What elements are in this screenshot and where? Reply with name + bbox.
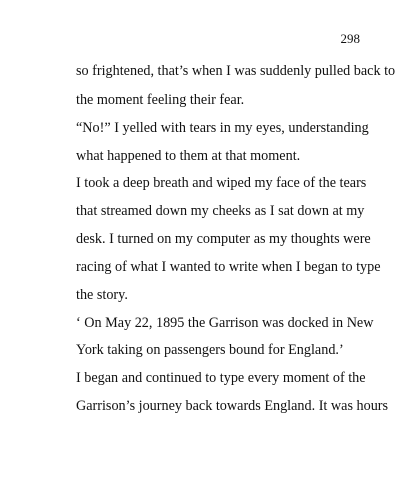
text-line: “No!” I yelled with tears in my eyes, understanding (76, 120, 369, 136)
text-line: desk. I turned on my computer as my thoughts were (76, 231, 371, 247)
text-line: Garrison’s journey back towards England. It was hours (76, 398, 389, 414)
text-line: that streamed down my cheeks as I sat down at my (76, 203, 365, 219)
text-line: the moment feeling their fear. (76, 92, 245, 108)
text-line: I began and continued to type every moment of the (76, 370, 366, 386)
text-line: York taking on passengers bound for England.’ (76, 342, 344, 358)
text-line: racing of what I wanted to write when I began to type (76, 259, 381, 275)
text-line: the story. (76, 287, 128, 303)
text-line: so frightened, that’s when I was suddenly pulled back to (76, 63, 396, 79)
page-number: 298 (340, 31, 360, 46)
text-line: ‘ On May 22, 1895 the Garrison was docked in New (76, 315, 374, 331)
text-line: what happened to them at that moment. (76, 148, 301, 164)
text-line: I took a deep breath and wiped my face of the tears (76, 175, 367, 191)
